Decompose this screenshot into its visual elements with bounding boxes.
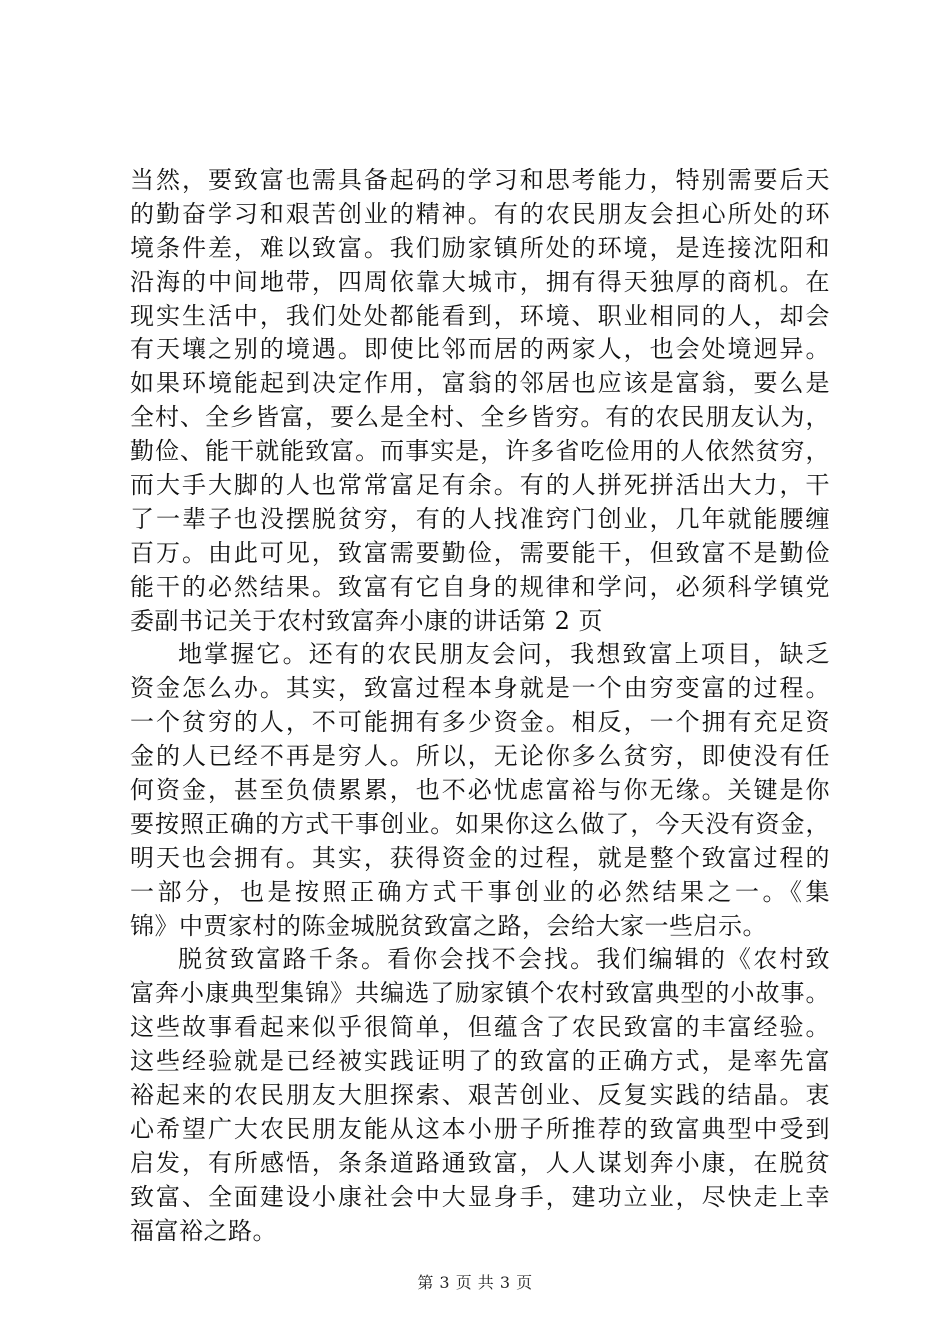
body-text [130, 164, 830, 1249]
text-line: 裕起来的农民朋友大胆探索、艰苦创业、反复实践的结晶。衷 [130, 1081, 830, 1110]
text-line: 了一辈子也没摆脱贫穷，有的人找准窍门创业，几年就能腰缠 [130, 504, 830, 533]
text-line: 的勤奋学习和艰苦创业的精神。有的农民朋友会担心所处的环 [130, 199, 830, 228]
text-line: 当然，要致富也需具备起码的学习和思考能力，特别需要后天 [130, 166, 830, 194]
text-line: 金的人已经不再是穷人。所以，无论你多么贫穷，即使没有任 [130, 742, 830, 771]
text-line: 勤俭、能干就能致富。而事实是，许多省吃俭用的人依然贫穷， [130, 437, 830, 466]
text-line: 资金怎么办。其实，致富过程本身就是一个由穷变富的过程。 [130, 674, 830, 703]
text-line: 何资金，甚至负债累累，也不必忧虑富裕与你无缘。关键是你 [130, 776, 830, 805]
text-line: 福富裕之路。 [130, 1216, 277, 1245]
text-line: 境条件差，难以致富。我们励家镇所处的环境，是连接沈阳和 [130, 233, 830, 262]
text-line: 一个贫穷的人，不可能拥有多少资金。相反，一个拥有充足资 [130, 708, 830, 737]
text-line: 委副书记关于农村致富奔小康的讲话第 2 页 [130, 606, 604, 635]
text-line: 百万。由此可见，致富需要勤俭，需要能干，但致富不是勤俭 [130, 538, 830, 567]
text-line: 能干的必然结果。致富有它自身的规律和学问，必须科学镇党 [130, 572, 830, 601]
text-line: 明天也会拥有。其实，获得资金的过程，就是整个致富过程的 [130, 843, 830, 872]
text-line: 全村、全乡皆富，要么是全村、全乡皆穷。有的农民朋友认为， [130, 403, 830, 432]
text-line: 致富、全面建设小康社会中大显身手，建功立业，尽快走上幸 [130, 1182, 830, 1211]
text-line: 地掌握它。还有的农民朋友会问，我想致富上项目，缺乏 [178, 640, 830, 669]
text-line: 心希望广大农民朋友能从这本小册子所推荐的致富典型中受到 [130, 1114, 830, 1143]
page-footer: 第 3 页 共 3 页 [417, 1273, 533, 1292]
text-line: 一部分，也是按照正确方式干事创业的必然结果之一。《集 [130, 877, 830, 906]
text-line: 如果环境能起到决定作用，富翁的邻居也应该是富翁，要么是 [130, 369, 830, 398]
text-line: 要按照正确的方式干事创业。如果你这么做了，今天没有资金， [130, 809, 830, 838]
text-line: 这些故事看起来似乎很简单，但蕴含了农民致富的丰富经验。 [130, 1013, 830, 1042]
text-line: 而大手大脚的人也常常富足有余。有的人拼死拼活出大力，干 [130, 471, 830, 500]
text-line: 现实生活中，我们处处都能看到，环境、职业相同的人，却会 [130, 301, 830, 330]
text-line: 沿海的中间地带，四周依靠大城市，拥有得天独厚的商机。在 [130, 267, 830, 296]
text-line: 有天壤之别的境遇。即使比邻而居的两家人，也会处境迥异。 [130, 335, 830, 364]
text-line: 锦》中贾家村的陈金城脱贫致富之路，会给大家一些启示。 [130, 911, 767, 940]
text-line: 富奔小康典型集锦》共编选了励家镇个农村致富典型的小故事。 [130, 979, 830, 1008]
text-line: 启发，有所感悟，条条道路通致富，人人谋划奔小康，在脱贫 [130, 1148, 830, 1177]
text-line: 这些经验就是已经被实践证明了的致富的正确方式，是率先富 [130, 1047, 830, 1076]
text-line: 脱贫致富路千条。看你会找不会找。我们编辑的《农村致 [178, 945, 830, 974]
